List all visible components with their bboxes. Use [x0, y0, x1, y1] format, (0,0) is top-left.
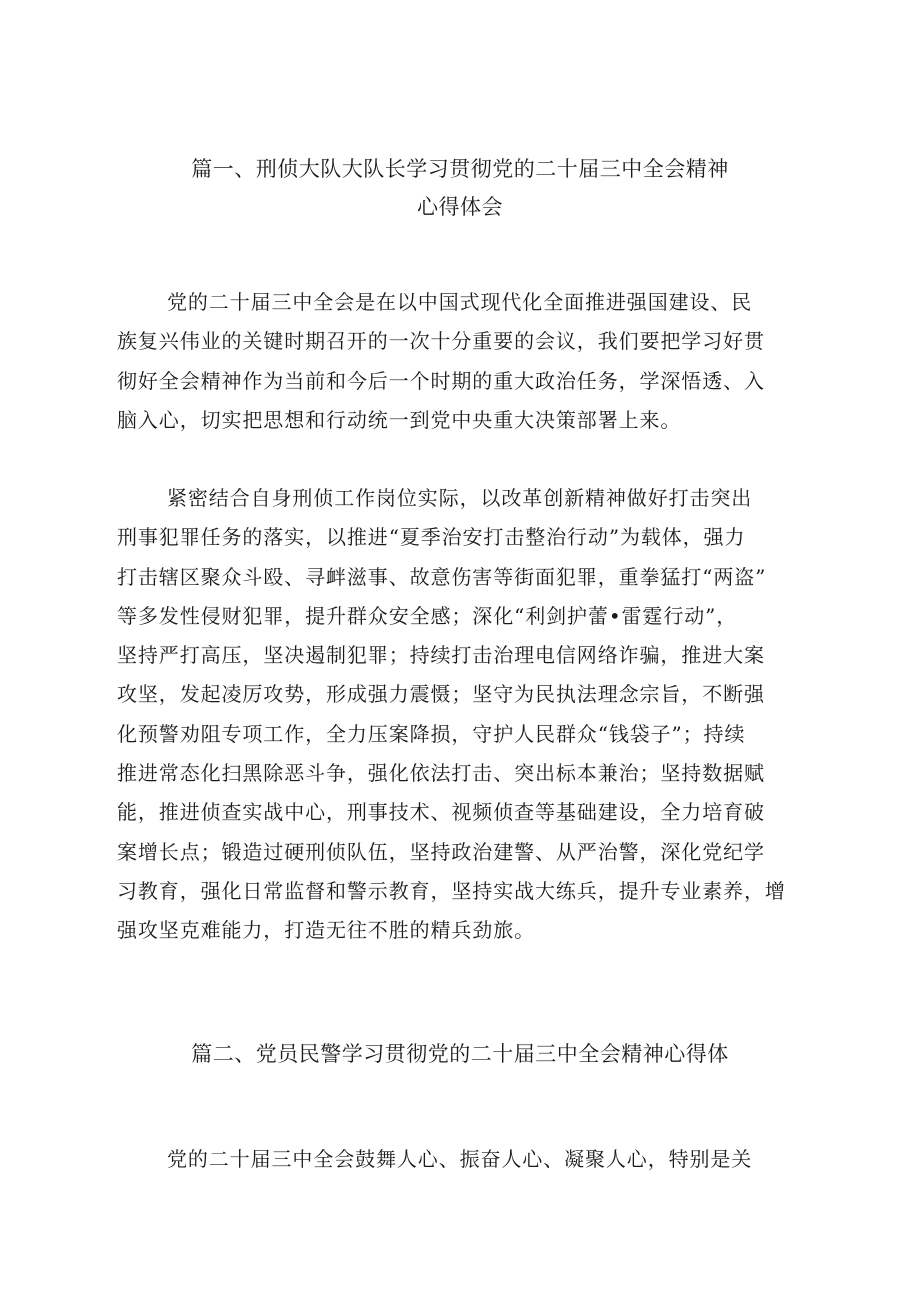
- paragraph-line: 能，推进侦查实战中心，刑事技术、视频侦查等基础建设，全力培育破: [117, 800, 765, 825]
- section-1-paragraph-2: [117, 479, 807, 951]
- paragraph-line: 习教育，强化日常监督和警示教育，坚持实战大练兵，提升专业素养，增: [117, 878, 786, 903]
- section-1-title-line: 篇一、刑侦大队大队长学习贯彻党的二十届三中全会精神: [191, 157, 729, 181]
- paragraph-line: 强攻坚克难能力，打造无往不胜的精兵劲旅。: [117, 918, 535, 943]
- paragraph-line: 案增长点；锻造过硬刑侦队伍，坚持政治建警、从严治警，深化党纪学: [117, 839, 765, 864]
- paragraph-line: 脑入心，切实把思想和行动统一到党中央重大决策部署上来。: [117, 407, 682, 432]
- section-2-title-line: 篇二、党员民警学习贯彻党的二十届三中全会精神心得体: [191, 1042, 729, 1066]
- paragraph-line: 刑事犯罪任务的落实，以推进“夏季治安打击整治行动”为载体，强力: [117, 525, 746, 550]
- paragraph-line: 党的二十届三中全会鼓舞人心、振奋人心、凝聚人心，特别是关: [167, 1147, 753, 1171]
- paragraph-line: 党的二十届三中全会是在以中国式现代化全面推进强国建设、民: [167, 290, 753, 314]
- section-2-title: [100, 1035, 820, 1073]
- paragraph-line: 紧密结合自身刑侦工作岗位实际，以改革创新精神做好打击突出: [167, 486, 753, 510]
- paragraph-line: 推进常态化扫黑除恶斗争，强化依法打击、突出标本兼治；坚持数据赋: [117, 761, 765, 786]
- paragraph-line: 打击辖区聚众斗殴、寻衅滋事、故意伤害等街面犯罪，重拳猛打“两盗”: [117, 564, 767, 589]
- paragraph-line: 攻坚，发起凌厉攻势，形成强力震慑；坚守为民执法理念宗旨，不断强: [117, 682, 765, 707]
- paragraph-line: 族复兴伟业的关键时期召开的一次十分重要的会议，我们要把学习好贯: [117, 329, 765, 354]
- paragraph-line: 坚持严打高压，坚决遏制犯罪；持续打击治理电信网络诈骗，推进大案: [117, 643, 765, 668]
- paragraph-line: 彻好全会精神作为当前和今后一个时期的重大政治任务，学深悟透、入: [117, 368, 765, 393]
- paragraph-line: 化预警劝阻专项工作，全力压案降损，守护人民群众“钱袋子”；持续: [117, 721, 746, 746]
- paragraph-line: 等多发性侵财犯罪，提升群众安全感；深化“利剑护蕾•雷霆行动”，: [117, 603, 738, 628]
- section-1-paragraph-1: [117, 283, 807, 440]
- section-1-title: [100, 150, 820, 226]
- section-2-paragraph-1: [117, 1140, 807, 1179]
- section-1-title-line: 心得体会: [417, 195, 503, 219]
